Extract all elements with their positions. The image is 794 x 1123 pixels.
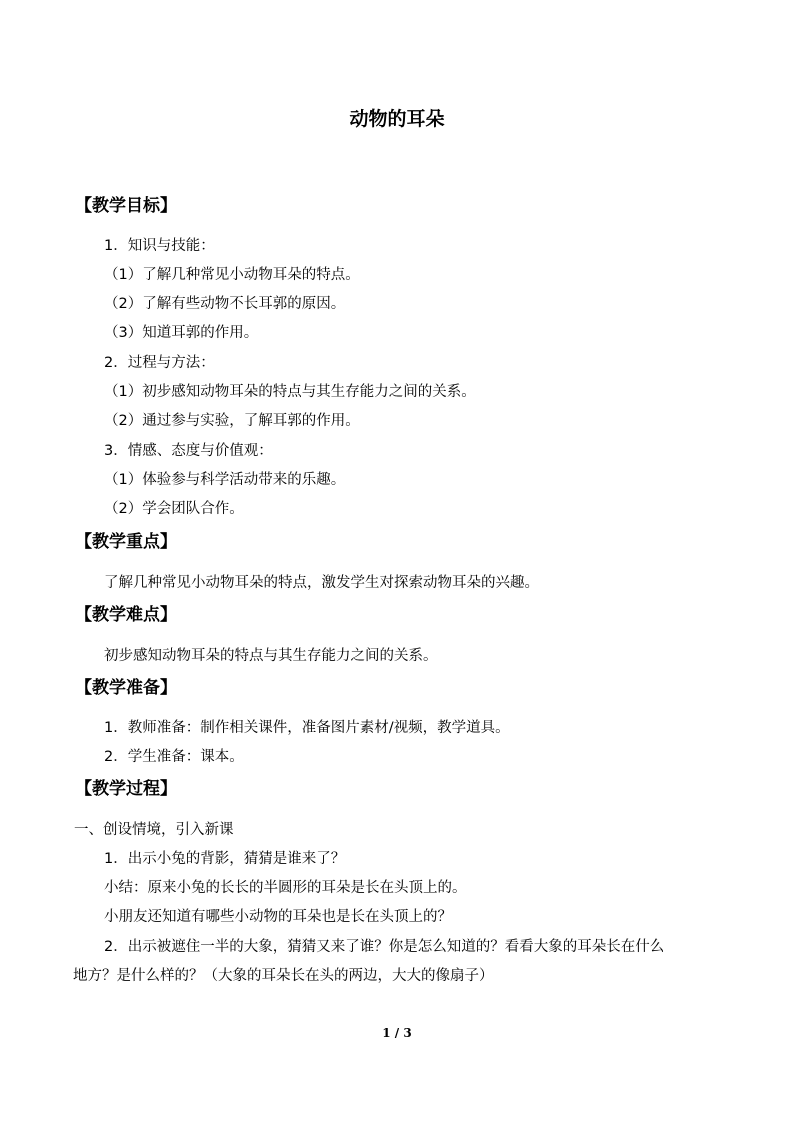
goal-line: 1．知识与技能：: [104, 238, 215, 254]
heading-key-points: 【教学重点】: [75, 532, 177, 552]
process-line: 小朋友还知道有哪些小动物的耳朵也是长在头顶上的？: [104, 909, 452, 925]
preparation-line: 2．学生准备：课本。: [104, 749, 244, 765]
goal-line: （2）了解有些动物不长耳郭的原因。: [104, 296, 346, 312]
process-line: 小结：原来小兔的长长的半圆形的耳朵是长在头顶上的。: [104, 880, 467, 896]
process-line: 1．出示小兔的背影，猜猜是谁来了？: [104, 851, 346, 867]
heading-teaching-goals: 【教学目标】: [75, 196, 177, 216]
key-points-text: 了解几种常见小动物耳朵的特点，激发学生对探索动物耳朵的兴趣。: [104, 575, 539, 591]
heading-preparation: 【教学准备】: [75, 678, 177, 698]
process-step-title: 一、创设情境，引入新课: [74, 822, 234, 838]
preparation-line: 1．教师准备：制作相关课件，准备图片素材/视频，教学道具。: [104, 720, 510, 736]
goal-line: （1）初步感知动物耳朵的特点与其生存能力之间的关系。: [104, 384, 476, 400]
heading-process: 【教学过程】: [75, 779, 177, 799]
difficulties-text: 初步感知动物耳朵的特点与其生存能力之间的关系。: [104, 648, 438, 664]
heading-difficulties: 【教学难点】: [75, 605, 177, 625]
process-line: 2．出示被遮住一半的大象，猜猜又来了谁？你是怎么知道的？看看大象的耳朵长在什么: [104, 939, 665, 955]
goal-line: （3）知道耳郭的作用。: [104, 325, 259, 341]
goal-line: 3．情感、态度与价值观：: [104, 443, 273, 459]
goal-line: （1）了解几种常见小动物耳朵的特点。: [104, 267, 360, 283]
goal-line: （2）通过参与实验，了解耳郭的作用。: [104, 413, 360, 429]
goal-line: （2）学会团队合作。: [104, 501, 244, 517]
goal-line: 2．过程与方法：: [104, 355, 215, 371]
process-line: 地方？是什么样的？（大象的耳朵长在头的两边，大大的像扇子）: [73, 968, 494, 984]
page-number: 1 / 3: [382, 1026, 412, 1040]
document-title: 动物的耳朵: [349, 108, 445, 130]
goal-line: （1）体验参与科学活动带来的乐趣。: [104, 472, 346, 488]
